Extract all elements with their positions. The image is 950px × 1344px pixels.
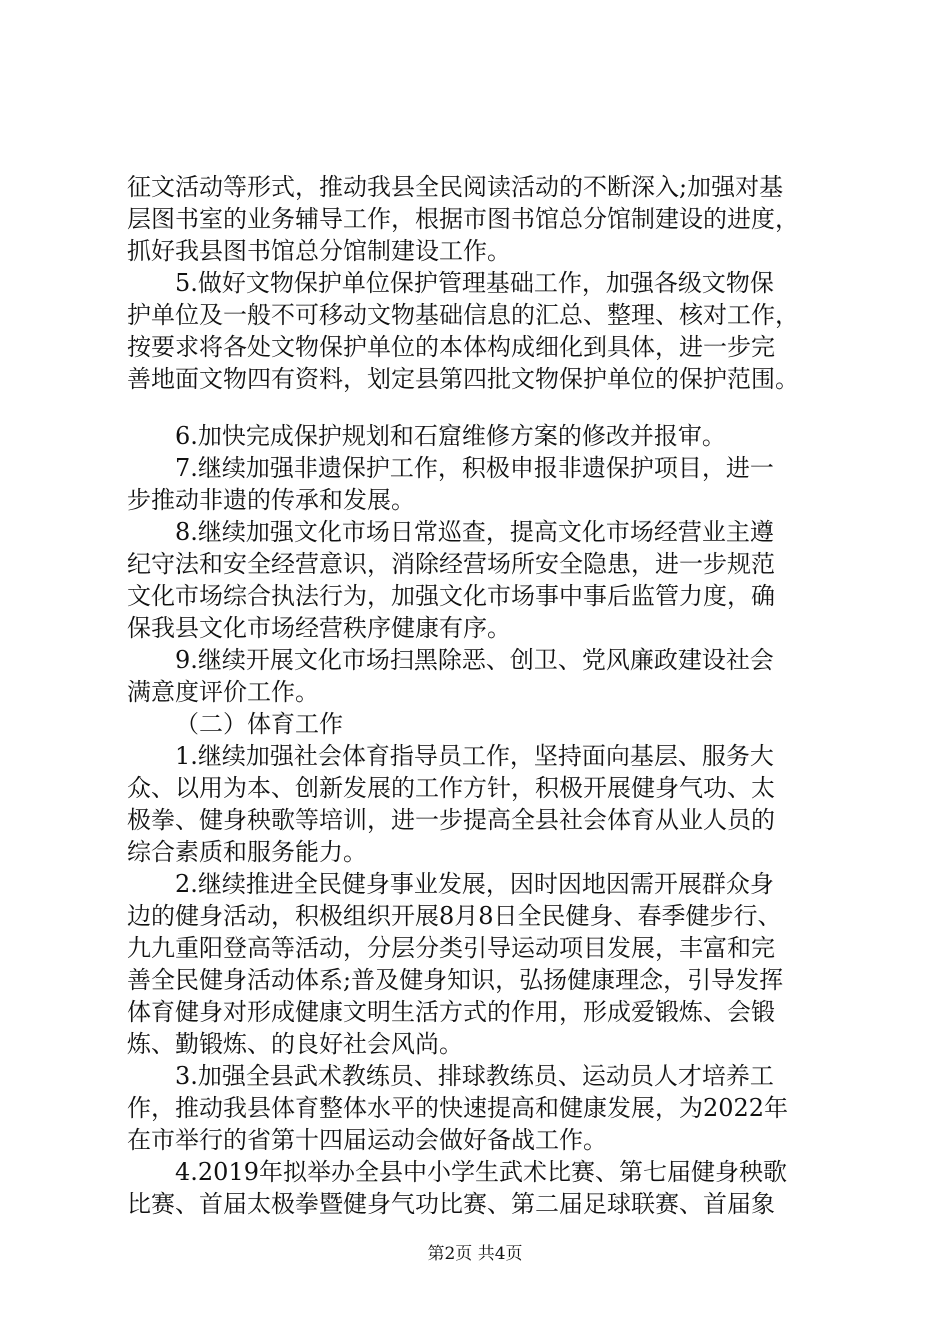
text-line: 炼、勤锻炼、的良好社会风尚。 — [127, 1030, 463, 1058]
text-line: 层图书室的业务辅导工作，根据市图书馆总分馆制建设的进度， — [127, 205, 799, 233]
text-line: 保我县文化市场经营秩序健康有序。 — [127, 614, 511, 642]
text-line: 5.做好文物保护单位保护管理基础工作，加强各级文物保 — [175, 269, 774, 297]
text-line: 6.加快完成保护规划和石窟维修方案的修改并报审。 — [175, 422, 726, 450]
text-line: 极拳、健身秧歌等培训，进一步提高全县社会体育从业人员的 — [127, 806, 775, 834]
text-line: 满意度评价工作。 — [127, 678, 319, 706]
text-line: 7.继续加强非遗保护工作，积极申报非遗保护项目，进一 — [175, 454, 774, 482]
text-line: 体育健身对形成健康文明生活方式的作用，形成爱锻炼、会锻 — [127, 998, 775, 1026]
text-line: 九九重阳登高等活动，分层分类引导运动项目发展，丰富和完 — [127, 934, 775, 962]
text-line: 步推动非遗的传承和发展。 — [127, 486, 415, 514]
text-line: 9.继续开展文化市场扫黑除恶、创卫、党风廉政建设社会 — [175, 646, 774, 674]
text-line: 1.继续加强社会体育指导员工作，坚持面向基层、服务大 — [175, 742, 774, 770]
text-line: 在市举行的省第十四届运动会做好备战工作。 — [127, 1126, 607, 1154]
text-line: 4.2019年拟举办全县中小学生武术比赛、第七届健身秧歌 — [175, 1158, 787, 1186]
text-line: 征文活动等形式，推动我县全民阅读活动的不断深入;加强对基 — [127, 173, 784, 201]
text-line: 作，推动我县体育整体水平的快速提高和健康发展，为2022年 — [127, 1094, 789, 1122]
text-line: 3.加强全县武术教练员、排球教练员、运动员人才培养工 — [175, 1062, 774, 1090]
text-line: 抓好我县图书馆总分馆制建设工作。 — [127, 237, 511, 265]
text-line: 2.继续推进全民健身事业发展，因时因地因需开展群众身 — [175, 870, 774, 898]
text-line: 众、以用为本、创新发展的工作方针，积极开展健身气功、太 — [127, 774, 775, 802]
text-line: 边的健身活动，积极组织开展8月8日全民健身、春季健步行、 — [127, 902, 782, 930]
text-line: 综合素质和服务能力。 — [127, 838, 367, 866]
text-line: 善地面文物四有资料，划定县第四批文物保护单位的保护范围。 — [127, 365, 799, 393]
text-line: 纪守法和安全经营意识，消除经营场所安全隐患，进一步规范 — [127, 550, 775, 578]
text-line: 护单位及一般不可移动文物基础信息的汇总、整理、核对工作， — [127, 301, 799, 329]
text-line: 善全民健身活动体系;普及健身知识，弘扬健康理念，引导发挥 — [127, 966, 784, 994]
text-line: 按要求将各处文物保护单位的本体构成细化到具体，进一步完 — [127, 333, 775, 361]
text-line: 比赛、首届太极拳暨健身气功比赛、第二届足球联赛、首届象 — [127, 1190, 775, 1218]
section-heading: （二）体育工作 — [175, 710, 343, 738]
text-line: 8.继续加强文化市场日常巡查，提高文化市场经营业主遵 — [175, 518, 774, 546]
text-line: 文化市场综合执法行为，加强文化市场事中事后监管力度，确 — [127, 582, 775, 610]
page-footer: 第2页 共4页 — [427, 1244, 523, 1264]
